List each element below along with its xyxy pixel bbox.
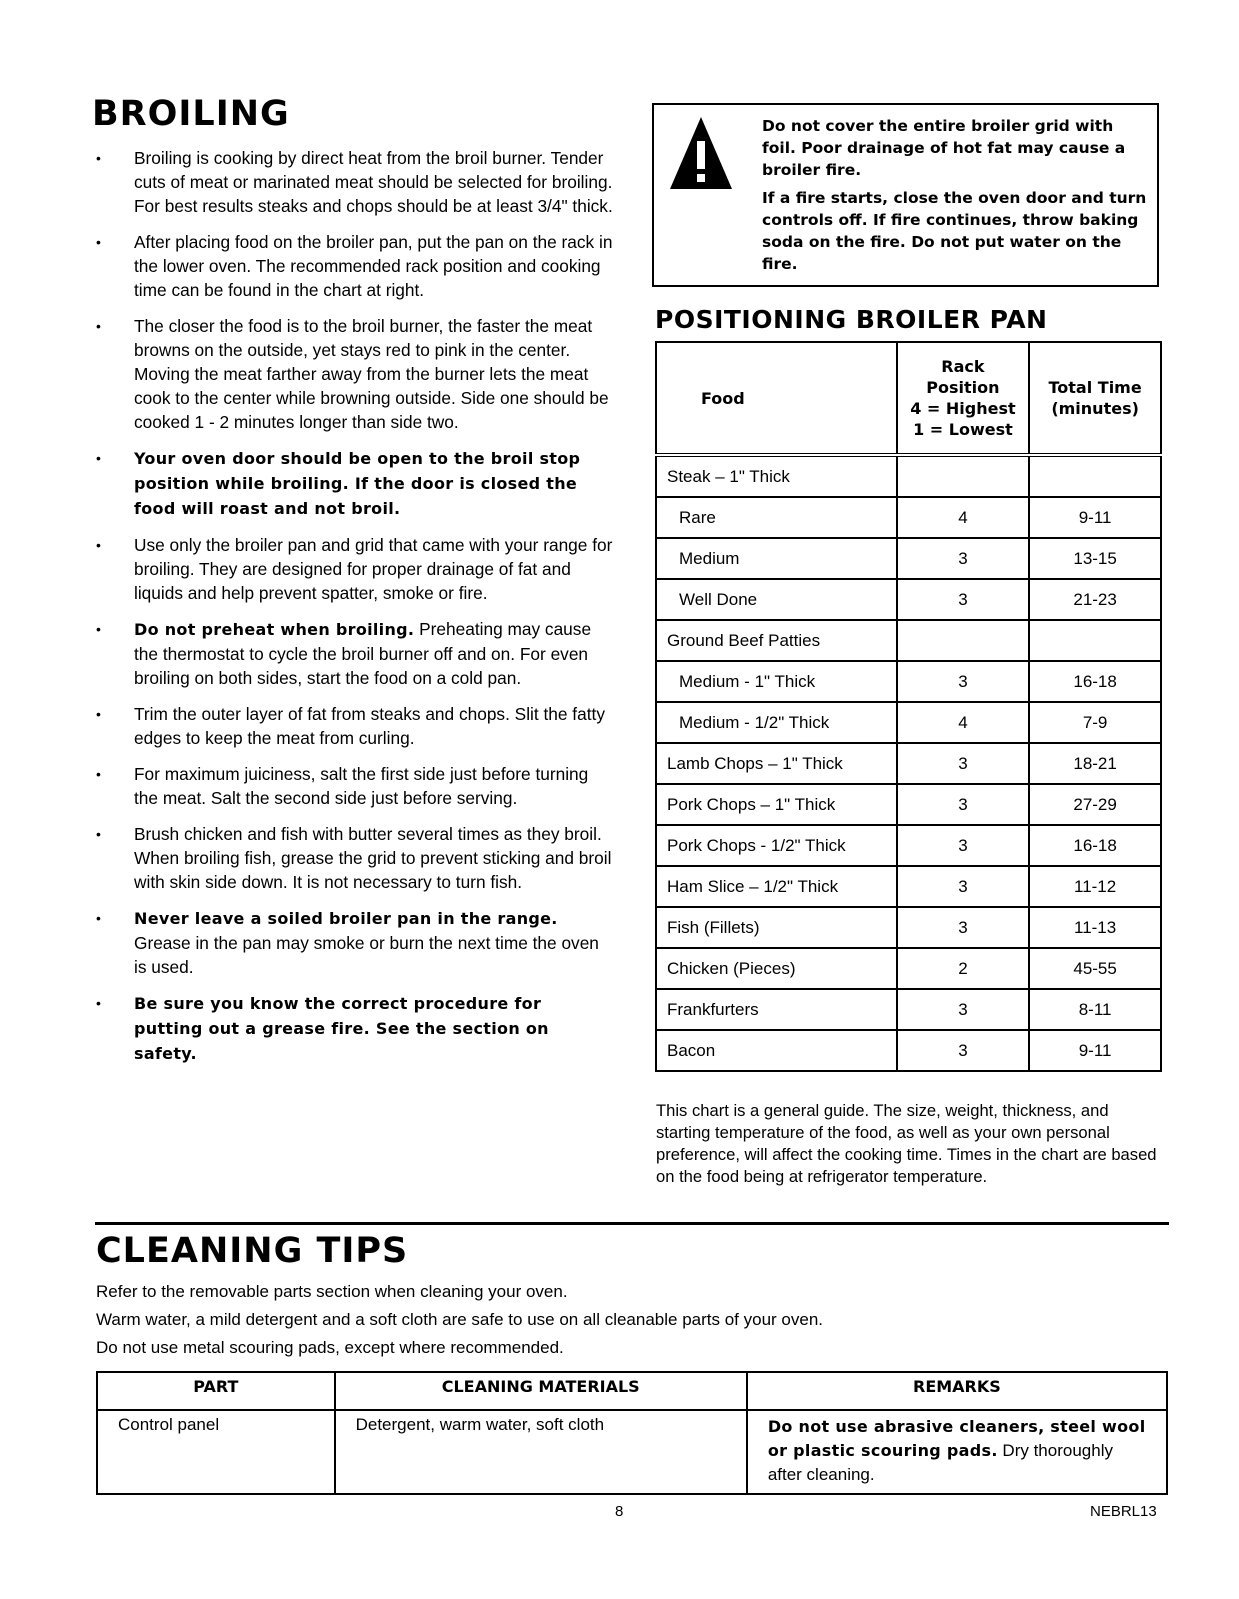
time-cell: 9-11 xyxy=(1029,1030,1161,1071)
warning-fire-text: If a fire starts, close the oven door and turn controls off. If fire continues, throw baking soda on the fire. Do not put water on the fire. xyxy=(762,189,1147,273)
positioning-title: POSITIONING BROILER PAN xyxy=(655,305,1048,334)
broiling-bullet xyxy=(92,991,614,1066)
time-cell xyxy=(1029,620,1161,661)
total-time-header: Total Time (minutes) xyxy=(1029,342,1161,455)
rack-cell: 4 xyxy=(897,497,1030,538)
rack-cell: 3 xyxy=(897,579,1030,620)
rack-cell: 3 xyxy=(897,1030,1030,1071)
bullet-bold-text: Do not preheat when broiling. xyxy=(134,620,415,639)
bullet-text: Preheating may cause the thermostat to cycle the broil burner off and on. For even broiling on both sides, start the food on a cold pan. xyxy=(134,619,592,688)
section-divider xyxy=(95,1222,1169,1225)
time-cell: 13-15 xyxy=(1029,538,1161,579)
food-cell: Bacon xyxy=(656,1030,897,1071)
time-cell: 11-13 xyxy=(1029,907,1161,948)
part-cell: Control panel xyxy=(97,1410,335,1494)
broiling-bullet xyxy=(92,230,614,302)
rack-cell: 4 xyxy=(897,702,1030,743)
broiling-bullet xyxy=(92,762,614,810)
time-cell: 27-29 xyxy=(1029,784,1161,825)
food-cell: Medium - 1/2" Thick xyxy=(656,702,897,743)
broiling-bullet xyxy=(92,617,614,690)
table-row xyxy=(656,825,1161,866)
bullet-text: The closer the food is to the broil burner, the faster the meat browns on the outside, yet stays red to pink in the center. Moving the meat farther away from the burner lets the meat cook to the center while browning outside. Side one should be cooked 1 - 2 minutes longer than side two. xyxy=(134,316,609,432)
remarks-header: REMARKS xyxy=(747,1372,1167,1410)
broiling-bullet xyxy=(92,822,614,894)
time-cell: 8-11 xyxy=(1029,989,1161,1030)
time-cell: 21-23 xyxy=(1029,579,1161,620)
bullet-bold-text: Never leave a soiled broiler pan in the range. xyxy=(134,909,558,928)
food-cell: Well Done xyxy=(656,579,897,620)
broiling-bullet xyxy=(92,314,614,434)
table-row xyxy=(656,579,1161,620)
food-cell: Chicken (Pieces) xyxy=(656,948,897,989)
table-row xyxy=(656,455,1161,497)
time-cell: 18-21 xyxy=(1029,743,1161,784)
table-row xyxy=(656,948,1161,989)
warning-box xyxy=(652,103,1159,287)
food-cell: Pork Chops – 1" Thick xyxy=(656,784,897,825)
food-cell: Steak – 1" Thick xyxy=(656,455,897,497)
rack-cell: 3 xyxy=(897,825,1030,866)
rack-cell: 2 xyxy=(897,948,1030,989)
bullet-text: Trim the outer layer of fat from steaks and chops. Slit the fatty edges to keep the meat from curling. xyxy=(134,704,605,748)
table-row xyxy=(656,907,1161,948)
bullet-text: Use only the broiler pan and grid that came with your range for broiling. They are designed for proper drainage of fat and liquids and help prevent spatter, smoke or fire. xyxy=(134,535,613,603)
time-cell: 9-11 xyxy=(1029,497,1161,538)
materials-cell: Detergent, warm water, soft cloth xyxy=(335,1410,747,1494)
broiler-position-table xyxy=(655,341,1162,1072)
warning-triangle-icon xyxy=(668,115,734,191)
cleaning-table xyxy=(96,1371,1168,1495)
time-cell: 7-9 xyxy=(1029,702,1161,743)
time-cell: 11-12 xyxy=(1029,866,1161,907)
food-header: Food xyxy=(656,342,897,455)
table-row xyxy=(656,784,1161,825)
bullet-text: Broiling is cooking by direct heat from the broil burner. Tender cuts of meat or marinated meat should be selected for broiling. For best results steaks and chops should be at least 3/4" thick. xyxy=(134,148,613,216)
bullet-bold-text: Be sure you know the correct procedure for putting out a grease fire. See the section on safety. xyxy=(134,994,549,1063)
table-row xyxy=(656,1030,1161,1071)
rack-cell: 3 xyxy=(897,538,1030,579)
broiling-bullet xyxy=(92,702,614,750)
page-number: 8 xyxy=(615,1503,624,1520)
rack-cell: 3 xyxy=(897,784,1030,825)
food-cell: Medium - 1" Thick xyxy=(656,661,897,702)
rack-cell: 3 xyxy=(897,661,1030,702)
broiling-title: BROILING xyxy=(92,94,290,134)
food-cell: Medium xyxy=(656,538,897,579)
table-row xyxy=(656,661,1161,702)
table-row xyxy=(656,497,1161,538)
rack-cell: 3 xyxy=(897,907,1030,948)
rack-cell: 3 xyxy=(897,743,1030,784)
table-row xyxy=(656,866,1161,907)
remarks-bold-text: Do not use abrasive cleaners, steel wool or plastic scouring pads. xyxy=(767,1417,1146,1460)
remarks-text: Dry thoroughly after cleaning. xyxy=(767,1441,1113,1484)
food-cell: Pork Chops - 1/2" Thick xyxy=(656,825,897,866)
table-row xyxy=(656,702,1161,743)
bullet-text: Grease in the pan may smoke or burn the next time the oven is used. xyxy=(134,933,599,977)
rack-cell: 3 xyxy=(897,989,1030,1030)
food-cell: Lamb Chops – 1" Thick xyxy=(656,743,897,784)
table-row xyxy=(656,538,1161,579)
time-cell: 45-55 xyxy=(1029,948,1161,989)
bullet-text: Brush chicken and fish with butter several times as they broil. When broiling fish, grease the grid to prevent sticking and broil with skin side down. It is not necessary to turn fish. xyxy=(134,824,612,892)
rack-cell xyxy=(897,455,1030,497)
rack-cell xyxy=(897,620,1030,661)
materials-header: CLEANING MATERIALS xyxy=(335,1372,747,1410)
cleaning-intro-2: Warm water, a mild detergent and a soft cloth are safe to use on all cleanable parts of your oven. xyxy=(96,1310,823,1329)
food-cell: Fish (Fillets) xyxy=(656,907,897,948)
bullet-text: After placing food on the broiler pan, put the pan on the rack in the lower oven. The recommended rack position and cooking time can be found in the chart at right. xyxy=(134,232,613,300)
cleaning-intro-3: Do not use metal scouring pads, except where recommended. xyxy=(96,1338,564,1357)
broiling-bullet xyxy=(92,906,614,979)
time-cell xyxy=(1029,455,1161,497)
rack-cell: 3 xyxy=(897,866,1030,907)
warning-foil-text: Do not cover the entire broiler grid with foil. Poor drainage of hot fat may cause a broiler fire. xyxy=(762,117,1126,179)
bullet-bold-text: Your oven door should be open to the broil stop position while broiling. If the door is closed the food will roast and not broil. xyxy=(134,449,581,518)
table-row xyxy=(656,743,1161,784)
broiling-bullet xyxy=(92,446,614,521)
food-cell: Frankfurters xyxy=(656,989,897,1030)
cleaning-title: CLEANING TIPS xyxy=(96,1231,409,1271)
food-cell: Rare xyxy=(656,497,897,538)
broiling-bullet xyxy=(92,533,614,605)
time-cell: 16-18 xyxy=(1029,825,1161,866)
food-cell: Ground Beef Patties xyxy=(656,620,897,661)
chart-note: This chart is a general guide. The size, weight, thickness, and starting temperature of the food, as well as your own personal preference, will affect the cooking time. Times in the chart are based on the food being at refrigerator temperature. xyxy=(656,1101,1157,1186)
rack-position-header: Rack Position 4 = Highest 1 = Lowest xyxy=(897,342,1030,455)
food-cell: Ham Slice – 1/2" Thick xyxy=(656,866,897,907)
broiling-bullet xyxy=(92,146,614,218)
table-row xyxy=(656,989,1161,1030)
broiling-bullet-list xyxy=(92,146,614,1078)
cleaning-intro-1: Refer to the removable parts section when cleaning your oven. xyxy=(96,1282,568,1301)
bullet-text: For maximum juiciness, salt the first side just before turning the meat. Salt the second side just before serving. xyxy=(134,764,589,808)
table-row xyxy=(656,620,1161,661)
document-code: NEBRL13 xyxy=(1090,1503,1157,1520)
remarks-cell xyxy=(747,1410,1167,1494)
part-header: PART xyxy=(97,1372,335,1410)
time-cell: 16-18 xyxy=(1029,661,1161,702)
